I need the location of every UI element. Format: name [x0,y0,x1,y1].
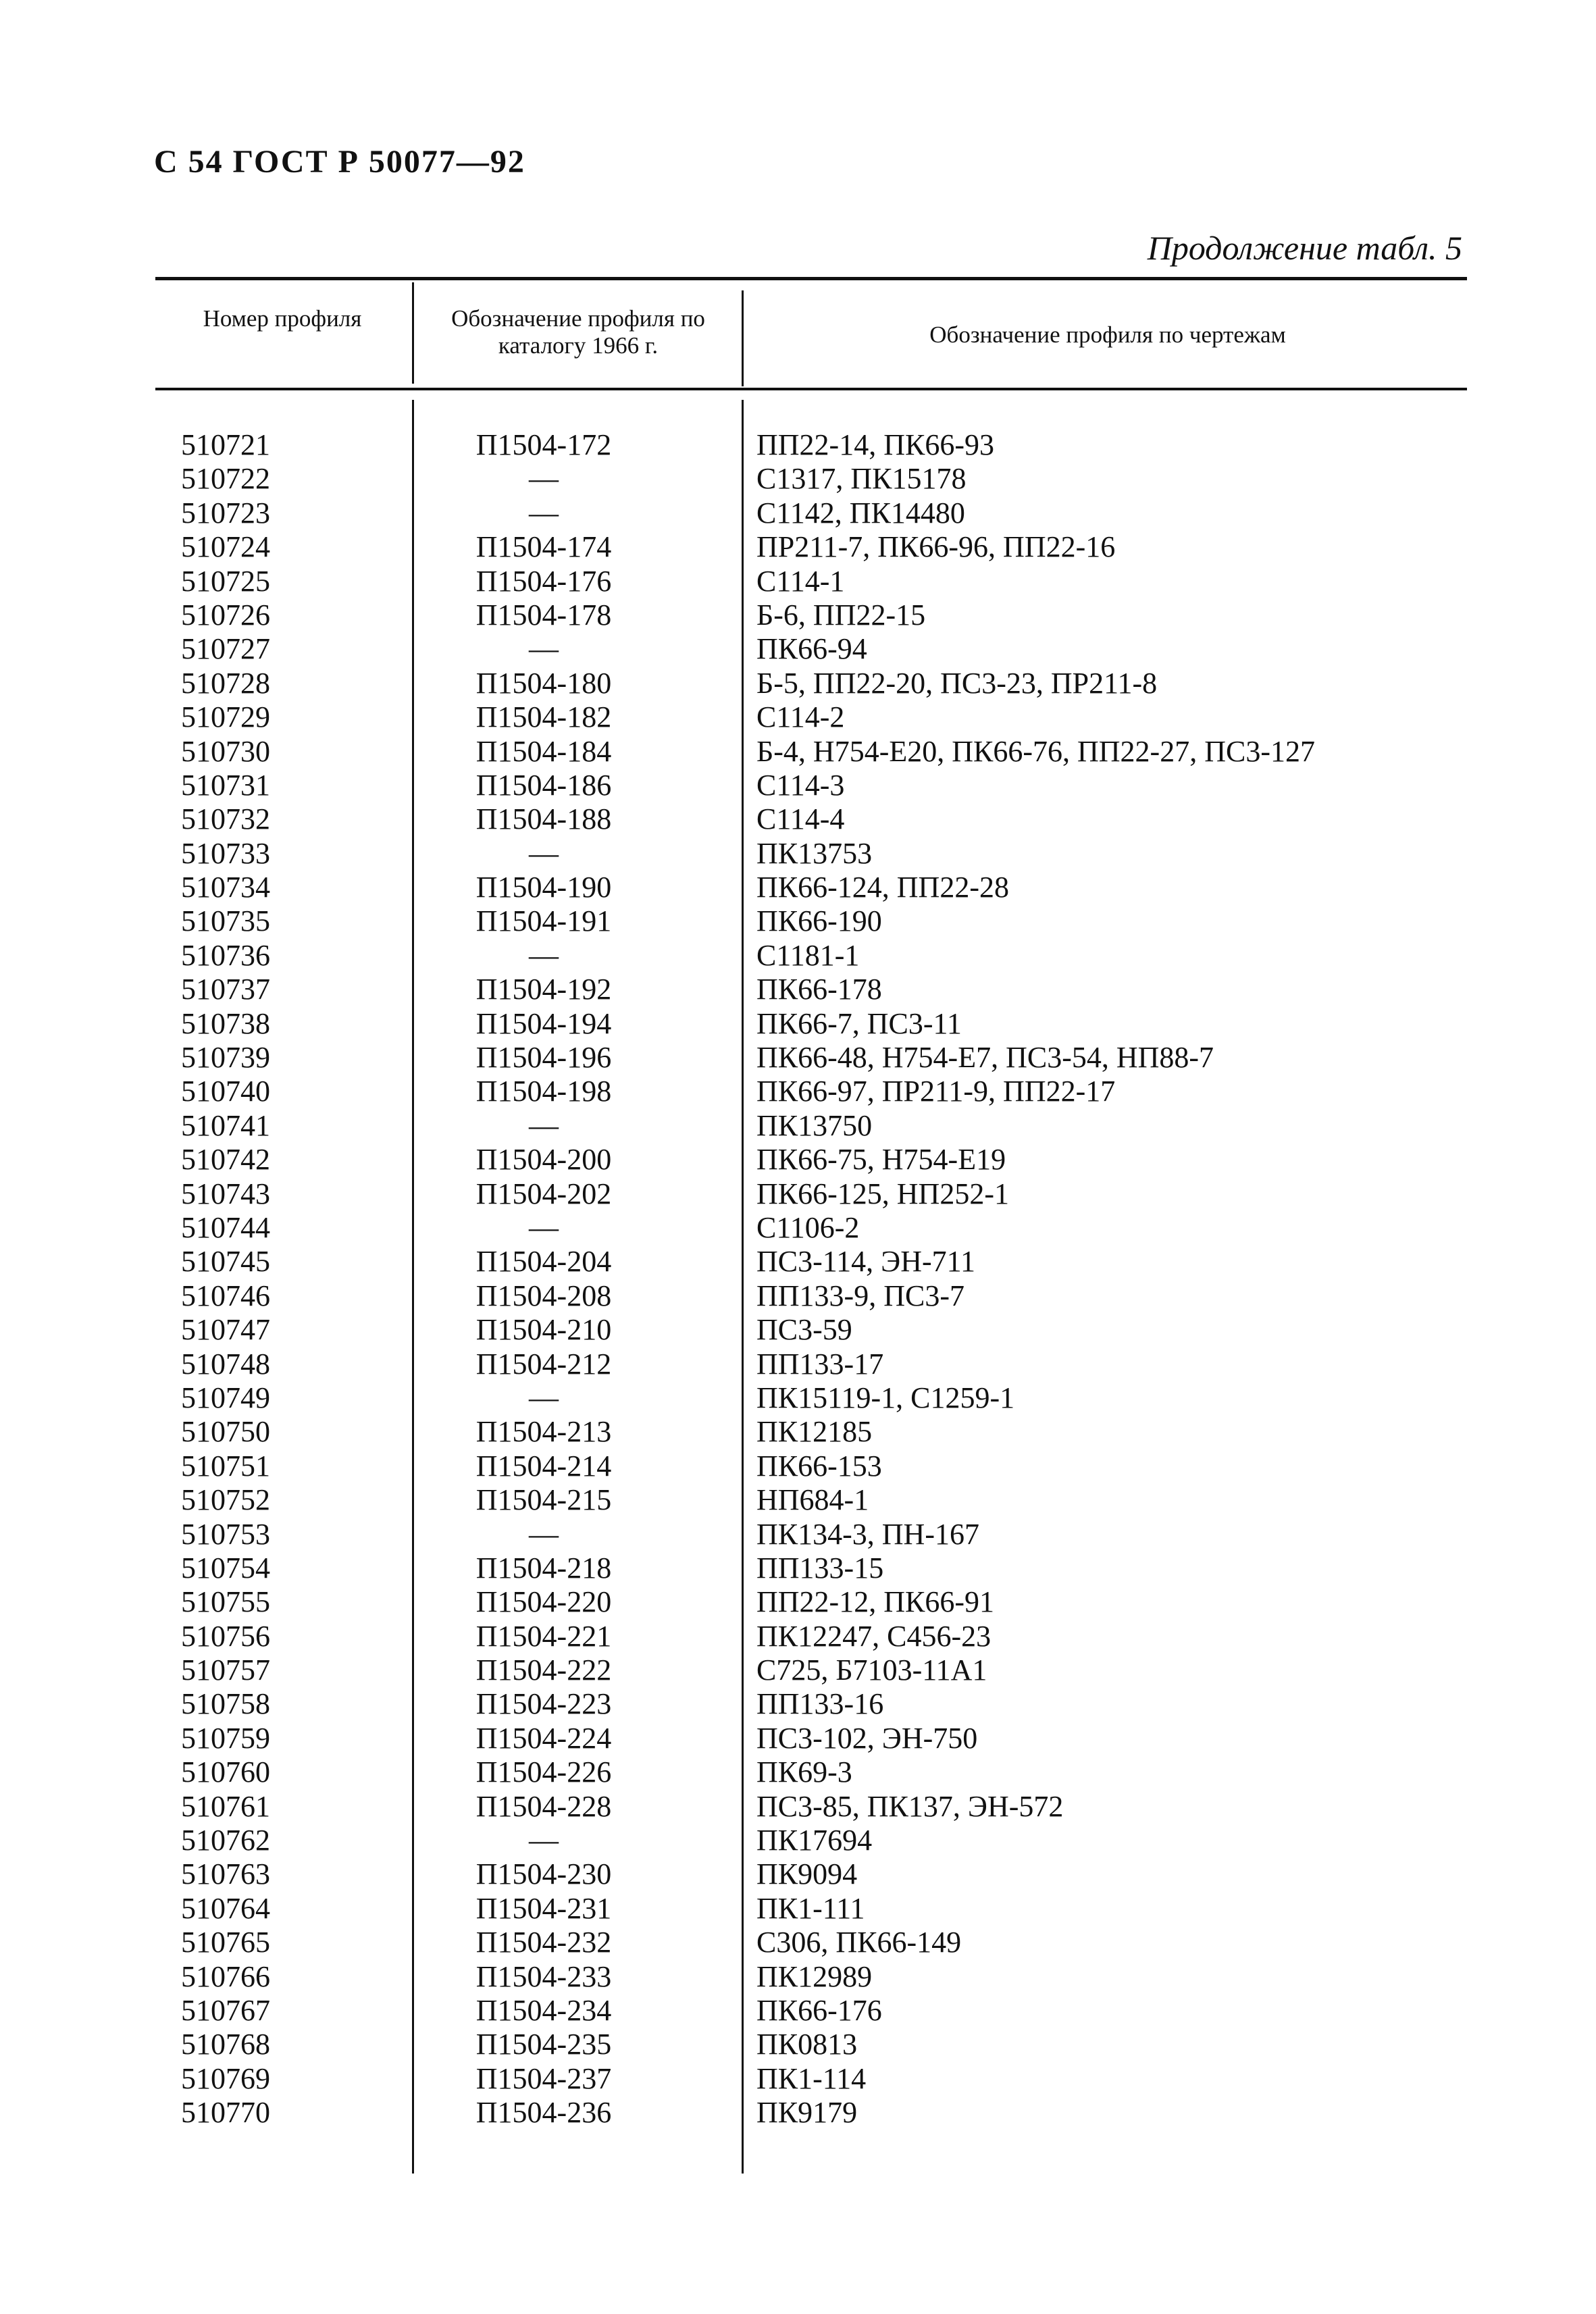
profile-number: 510747 [181,1313,270,1347]
drawing-designation: ПК1-114 [756,2061,867,2095]
table-row [155,2096,1479,2130]
table-row [155,1653,1479,1687]
catalog-designation: П1504-233 [475,1959,612,1993]
drawing-designation: С1142, ПК14480 [756,496,965,530]
catalog-designation: П1504-218 [475,1551,612,1585]
drawing-designation: С1106-2 [756,1210,860,1244]
drawing-designation: Б-6, ПП22-15 [756,598,926,632]
profile-number: 510721 [181,428,270,461]
page-header: С 54 ГОСТ Р 50077—92 [154,144,525,180]
profile-number: 510729 [181,700,270,734]
drawing-designation: ПК9179 [756,2096,858,2130]
drawing-designation: ПП133-17 [756,1347,884,1381]
table-row [155,1585,1479,1619]
profile-number: 510756 [181,1619,270,1653]
table-row [155,1551,1479,1585]
profile-number: 510724 [181,530,270,564]
profile-number: 510763 [181,1857,270,1891]
catalog-designation: — [529,1824,559,1857]
catalog-designation: П1504-196 [475,1041,612,1075]
table-row [155,1347,1479,1381]
drawing-designation: ПК12247, С456-23 [756,1619,992,1653]
table-row [155,530,1479,564]
catalog-designation: П1504-174 [475,530,612,564]
catalog-designation: П1504-230 [475,1857,612,1891]
column-divider [742,290,744,386]
table-row [155,598,1479,632]
drawing-designation: ПК9094 [756,1857,858,1891]
column-header-number: Номер профиля [203,305,362,332]
table-body [155,428,1479,2130]
profile-number: 510734 [181,871,270,904]
drawing-designation: С725, Б7103-11А1 [756,1653,987,1687]
table-row [155,1313,1479,1347]
drawing-designation: С114-4 [756,802,845,836]
drawing-designation: ПК66-125, НП252-1 [756,1177,1009,1210]
drawing-designation: ПК66-124, ПП22-28 [756,871,1009,904]
table-row [155,1381,1479,1415]
profile-number: 510742 [181,1143,270,1177]
column-header-drawings: Обозначение профиля по чертежам [929,322,1286,348]
profile-number: 510732 [181,802,270,836]
drawing-designation: ПР211-7, ПК66-96, ПП22-16 [756,530,1116,564]
catalog-designation: П1504-228 [475,1789,612,1823]
drawing-designation: ПК66-48, Н754-Е7, ПС3-54, НП88-7 [756,1041,1214,1075]
profile-number: 510745 [181,1245,270,1279]
drawing-designation: ПП22-12, ПК66-91 [756,1585,994,1619]
profile-number: 510765 [181,1926,270,1959]
table-row [155,1994,1479,2028]
catalog-designation: П1504-222 [475,1653,612,1687]
table-row [155,1687,1479,1721]
profile-number: 510743 [181,1177,270,1210]
table-row [155,1620,1479,1653]
catalog-designation: П1504-194 [475,1006,612,1040]
catalog-designation: П1504-186 [475,768,612,802]
catalog-designation: П1504-210 [475,1313,612,1347]
table-row [155,428,1479,462]
catalog-designation: П1504-221 [475,1619,612,1653]
table-row [155,1449,1479,1483]
catalog-designation: П1504-176 [475,564,612,598]
drawing-designation: С306, ПК66-149 [756,1926,962,1959]
drawing-designation: ПК134-3, ПН-167 [756,1517,979,1551]
table-row [155,1143,1479,1177]
catalog-designation: П1504-184 [475,734,612,768]
catalog-designation: П1504-200 [475,1143,612,1177]
catalog-designation: — [529,1381,559,1414]
table-row [155,1109,1479,1143]
profile-number: 510750 [181,1415,270,1449]
catalog-designation: П1504-198 [475,1075,612,1108]
catalog-designation: — [529,938,559,972]
table-row [155,1892,1479,1926]
drawing-designation: ПК13753 [756,836,873,870]
table-row [155,904,1479,938]
catalog-designation: П1504-226 [475,1755,612,1789]
drawing-designation: ПС3-114, ЭН-711 [756,1245,975,1279]
table-row [155,1007,1479,1041]
catalog-designation: П1504-208 [475,1279,612,1312]
drawing-designation: С1317, ПК15178 [756,462,967,496]
profile-number: 510753 [181,1517,270,1551]
drawing-designation: ПК66-75, Н754-Е19 [756,1143,1006,1177]
drawing-designation: ПК66-178 [756,973,882,1006]
profile-number: 510759 [181,1721,270,1755]
profile-number: 510758 [181,1687,270,1721]
profile-number: 510726 [181,598,270,632]
table-row [155,700,1479,734]
table-row [155,1960,1479,1994]
catalog-designation: — [529,836,559,870]
profile-number: 510731 [181,768,270,802]
catalog-designation: П1504-178 [475,598,612,632]
catalog-designation: П1504-215 [475,1483,612,1517]
drawing-designation: ПК66-94 [756,632,867,666]
table-row [155,973,1479,1006]
table-row [155,1857,1479,1891]
catalog-designation: — [529,1517,559,1551]
table-row [155,871,1479,904]
drawing-designation: ПК66-176 [756,1993,882,2027]
drawing-designation: ПК17694 [756,1824,873,1857]
profile-number: 510760 [181,1755,270,1789]
drawing-designation: ПК66-7, ПС3-11 [756,1006,962,1040]
drawing-designation: ПК66-97, ПР211-9, ПП22-17 [756,1075,1116,1108]
profile-number: 510768 [181,2028,270,2061]
profile-number: 510737 [181,973,270,1006]
catalog-designation: П1504-214 [475,1449,612,1483]
profile-number: 510754 [181,1551,270,1585]
drawing-designation: ПК66-190 [756,904,882,938]
table-row [155,1722,1479,1755]
drawing-designation: ПС3-85, ПК137, ЭН-572 [756,1789,1064,1823]
table-row [155,1824,1479,1857]
catalog-designation: П1504-180 [475,666,612,700]
table-row [155,939,1479,973]
catalog-designation: — [529,1108,559,1142]
profile-number: 510736 [181,938,270,972]
profile-number: 510770 [181,2096,270,2130]
profile-number: 510740 [181,1075,270,1108]
table-row [155,1755,1479,1789]
table-row [155,1075,1479,1108]
table-row [155,1279,1479,1313]
table-row [155,802,1479,836]
table-row [155,1041,1479,1075]
catalog-designation: П1504-172 [475,428,612,461]
drawing-designation: ПС3-102, ЭН-750 [756,1721,978,1755]
drawing-designation: С114-2 [756,700,845,734]
catalog-designation: П1504-204 [475,1245,612,1279]
table-top-rule [155,277,1467,280]
catalog-designation: П1504-234 [475,1993,612,2027]
table-row [155,496,1479,530]
table-row [155,1518,1479,1551]
catalog-designation: П1504-232 [475,1926,612,1959]
table-header-rule [155,388,1467,390]
profile-number: 510727 [181,632,270,666]
catalog-designation: П1504-235 [475,2028,612,2061]
profile-number: 510738 [181,1006,270,1040]
catalog-designation: П1504-190 [475,871,612,904]
drawing-designation: ПС3-59 [756,1313,852,1347]
drawing-designation: ПК13750 [756,1108,873,1142]
catalog-designation: П1504-224 [475,1721,612,1755]
profile-number: 510741 [181,1108,270,1142]
drawing-designation: ПП133-15 [756,1551,884,1585]
table-continuation-label: Продолжение табл. 5 [1147,229,1462,267]
catalog-designation: П1504-188 [475,802,612,836]
column-header-catalog: Обозначение профиля по каталогу 1966 г. [451,305,705,359]
table-row [155,1211,1479,1245]
catalog-designation: П1504-237 [475,2061,612,2095]
profile-number: 510762 [181,1824,270,1857]
profile-number: 510748 [181,1347,270,1381]
catalog-designation: П1504-202 [475,1177,612,1210]
profile-number: 510752 [181,1483,270,1517]
profile-number: 510730 [181,734,270,768]
table-row [155,462,1479,496]
profile-number: 510746 [181,1279,270,1312]
profile-number: 510733 [181,836,270,870]
table-row [155,769,1479,802]
catalog-designation: П1504-220 [475,1585,612,1619]
drawing-designation: ПК69-3 [756,1755,852,1789]
catalog-designation: П1504-213 [475,1415,612,1449]
drawing-designation: С114-1 [756,564,845,598]
catalog-designation: П1504-182 [475,700,612,734]
profile-number: 510722 [181,462,270,496]
drawing-designation: ПК1-111 [756,1891,865,1925]
catalog-designation: П1504-191 [475,904,612,938]
profile-number: 510751 [181,1449,270,1483]
table-row [155,1483,1479,1517]
table-row [155,2028,1479,2061]
table-row [155,1926,1479,1959]
catalog-designation: — [529,632,559,666]
table-row [155,1177,1479,1211]
table-row [155,632,1479,666]
drawing-designation: ПК12989 [756,1959,873,1993]
drawing-designation: ПП22-14, ПК66-93 [756,428,994,461]
table-row [155,1415,1479,1449]
table-row [155,2062,1479,2096]
table-row [155,837,1479,871]
table-row [155,667,1479,700]
profile-number: 510766 [181,1959,270,1993]
profile-number: 510761 [181,1789,270,1823]
profile-number: 510755 [181,1585,270,1619]
profile-number: 510769 [181,2061,270,2095]
drawing-designation: ПК12185 [756,1415,873,1449]
profile-number: 510744 [181,1210,270,1244]
profile-number: 510728 [181,666,270,700]
catalog-designation: П1504-192 [475,973,612,1006]
profile-number: 510749 [181,1381,270,1414]
drawing-designation: ПП133-9, ПС3-7 [756,1279,964,1312]
column-divider [412,282,414,384]
drawing-designation: Б-4, Н754-Е20, ПК66-76, ПП22-27, ПС3-127 [756,734,1315,768]
profile-number: 510764 [181,1891,270,1925]
profile-number: 510725 [181,564,270,598]
table-row [155,565,1479,598]
drawing-designation: НП684-1 [756,1483,869,1517]
profile-number: 510723 [181,496,270,530]
table-row [155,1790,1479,1824]
catalog-designation: П1504-236 [475,2096,612,2130]
drawing-designation: Б-5, ПП22-20, ПС3-23, ПР211-8 [756,666,1158,700]
table-row [155,1245,1479,1279]
drawing-designation: ПП133-16 [756,1687,884,1721]
catalog-designation: П1504-231 [475,1891,612,1925]
drawing-designation: ПК0813 [756,2028,858,2061]
profile-number: 510735 [181,904,270,938]
catalog-designation: П1504-212 [475,1347,612,1381]
catalog-designation: — [529,1210,559,1244]
catalog-designation: — [529,496,559,530]
drawing-designation: С1181-1 [756,938,860,972]
drawing-designation: ПК15119-1, С1259-1 [756,1381,1015,1414]
drawing-designation: ПК66-153 [756,1449,882,1483]
profile-number: 510739 [181,1041,270,1075]
catalog-designation: П1504-223 [475,1687,612,1721]
drawing-designation: С114-3 [756,768,845,802]
profile-number: 510757 [181,1653,270,1687]
table-row [155,735,1479,769]
catalog-designation: — [529,462,559,496]
profile-number: 510767 [181,1993,270,2027]
